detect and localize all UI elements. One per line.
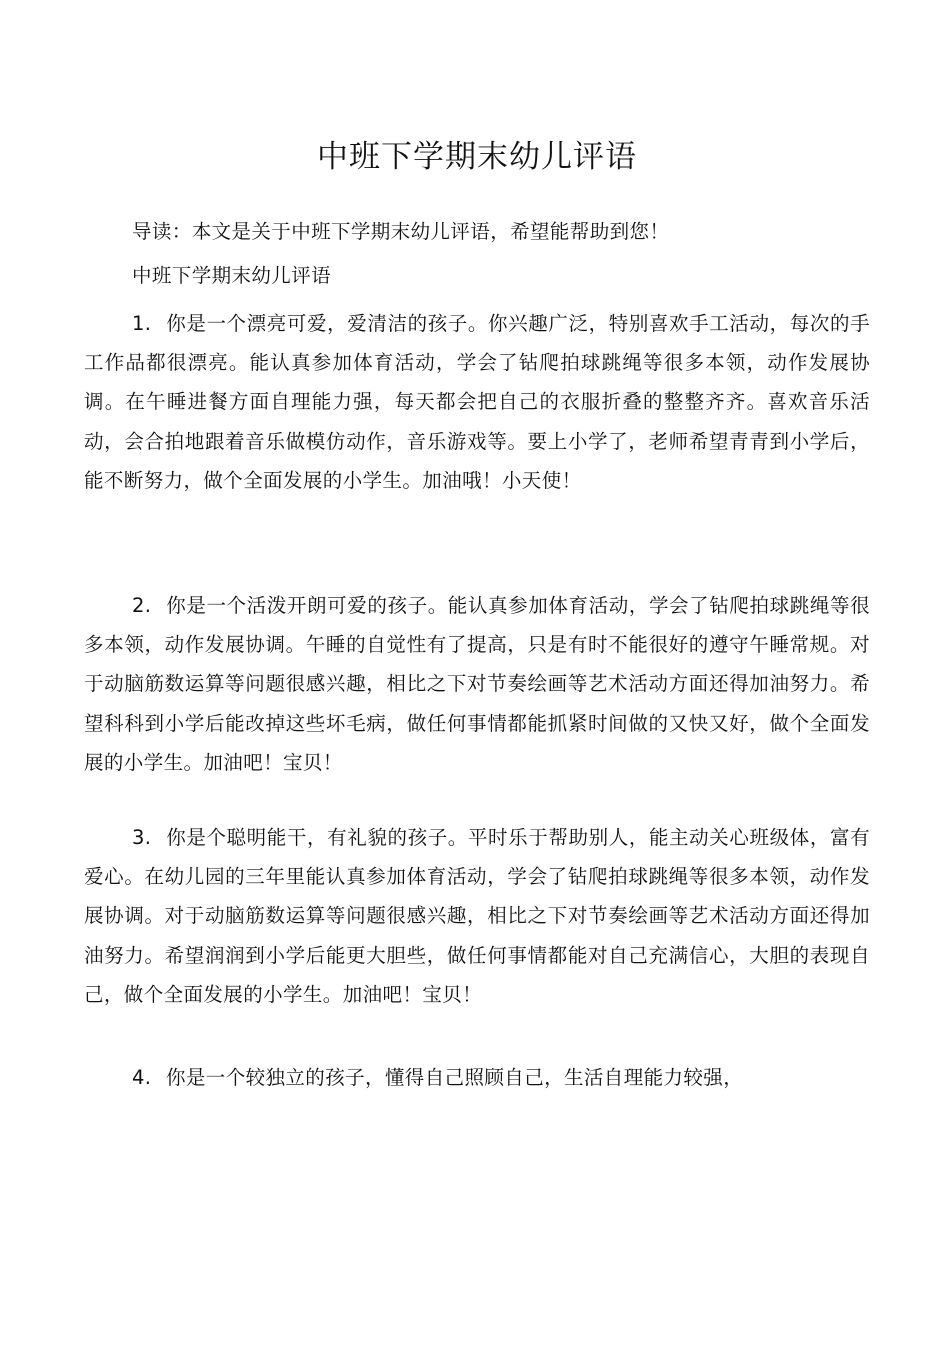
section-subtitle: 中班下学期末幼儿评语	[132, 264, 332, 287]
item-text: 你是一个活泼开朗可爱的孩子。能认真参加体育活动，学会了钻爬拍球跳绳等很多本领，动作发展协调。午睡的自觉性有了提高，只是有时不能很好的遵守午睡常规。对于动脑筋数运算等问题很感兴趣，相比之下对节奏绘画等艺术活动方面还得加油努力。希望科科到小学后能改掉这些坏毛病，做任何事情都能抓紧时间做的又快又好，做个全面发展的小学生。加油吧！宝贝！	[84, 594, 870, 774]
item-text: 你是一个较独立的孩子，懂得自己照顾自己，生活自理能力较强，	[166, 1066, 744, 1089]
comment-item-2	[84, 586, 870, 782]
item-number: 2.	[132, 594, 152, 617]
document-title: 中班下学期末幼儿评语	[317, 139, 637, 175]
intro-paragraph: 导读：本文是关于中班下学期末幼儿评语，希望能帮助到您！	[132, 220, 670, 243]
item-text: 你是一个漂亮可爱，爱清洁的孩子。你兴趣广泛，特别喜欢手工活动，每次的手工作品都很漂亮。能认真参加体育活动，学会了钻爬拍球跳绳等很多本领，动作发展协调。在午睡进餐方面自理能力强，每天都会把自己的衣服折叠的整整齐齐。喜欢音乐活动，会合拍地跟着音乐做模仿动作，音乐游戏等。要上小学了，老师希望青青到小学后，能不断努力，做个全面发展的小学生。加油哦！小天使！	[84, 312, 870, 492]
comment-item-3	[84, 818, 870, 1014]
item-number: 4.	[132, 1066, 152, 1089]
item-text: 你是个聪明能干，有礼貌的孩子。平时乐于帮助别人，能主动关心班级体，富有爱心。在幼儿园的三年里能认真参加体育活动，学会了钻爬拍球跳绳等很多本领，动作发展协调。对于动脑筋数运算等问题很感兴趣，相比之下对节奏绘画等艺术活动方面还得加油努力。希望润润到小学后能更大胆些，做任何事情都能对自己充满信心，大胆的表现自己，做个全面发展的小学生。加油吧！宝贝！	[84, 826, 870, 1006]
comment-item-1	[84, 304, 870, 500]
item-number: 3.	[132, 826, 152, 849]
comment-item-4	[84, 1058, 870, 1097]
item-number: 1.	[132, 312, 152, 335]
